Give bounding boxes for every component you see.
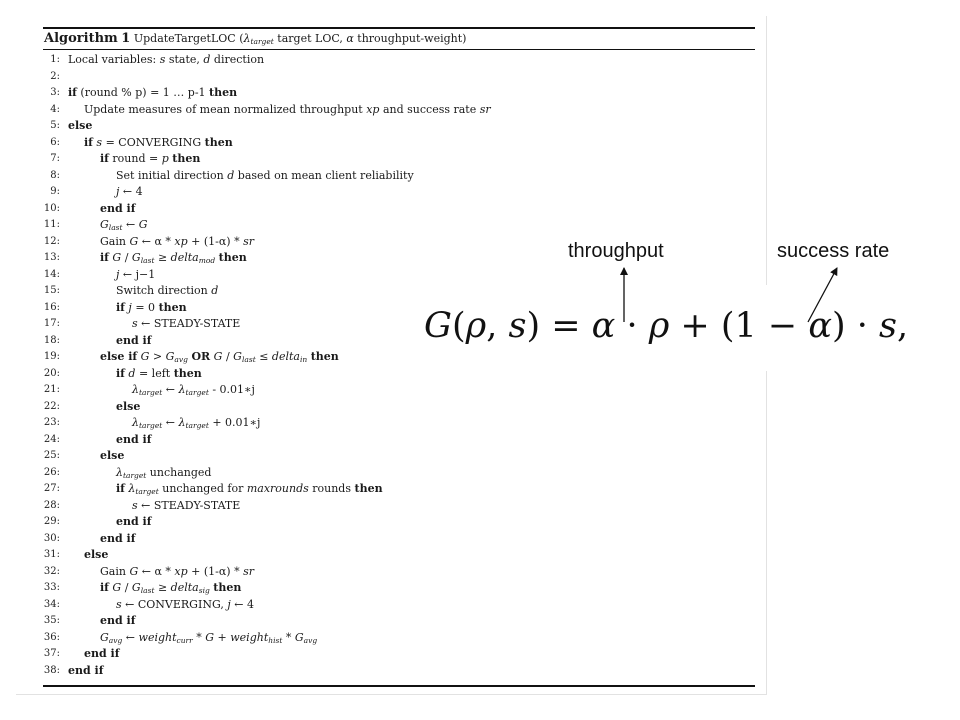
line-number: 15: [43,285,60,296]
line-number: 24: [43,433,60,445]
line-text: if j = 0 then [116,300,187,314]
algorithm-params: ($\lambda_{target}$ target LOC, α throughput-weight) [239,32,467,46]
line-text: end if [84,647,120,660]
line-text: end if [116,333,152,347]
line-text: Update measures of mean normalized throughput xp and success rate sr [84,102,491,116]
line-number: 1: [50,54,60,65]
line-text: Gain G ← α * xp + (1-α) * sr [100,564,254,578]
line-text: $\lambda_{target}$ unchanged [116,465,212,480]
throughput-annotation: throughput [568,240,664,262]
line-text: end if [100,531,136,545]
algorithm-number: 1 [121,31,131,46]
line-number: 13: [43,252,60,263]
line-number: 22: [43,400,60,412]
line-number: 14: [43,268,60,280]
line-text: end if [116,515,152,528]
line-text: if s = CONVERGING then [84,135,233,149]
line-number: 38: [43,664,60,676]
line-text: else [116,399,141,413]
success-rate-arrow [808,268,837,322]
line-number: 32: [43,565,60,577]
line-text: end if [100,201,136,215]
line-text: else [100,449,125,462]
line-number: 20: [43,367,60,379]
algorithm-label: Algorithm [44,31,118,46]
line-number: 16: [43,301,60,313]
line-number: 23: [43,417,60,428]
line-text: s ← STEADY-STATE [132,317,241,330]
line-text: $G_{avg}$ ← weight$_{curr}$ * G + weight$_{hist}$ * $G_{avg}$ [100,630,318,645]
line-number: 6: [50,136,60,148]
line-number: 25: [43,450,60,461]
line-number: 9: [50,186,60,197]
line-number: 34: [43,598,60,610]
line-text: if G / $G_{last}$ ≥ delta$_{mod}$ then [100,251,247,265]
line-text: else [84,548,109,561]
line-text: if G / $G_{last}$ ≥ delta$_{sig}$ then [100,581,242,595]
line-text: $\lambda_{target}$ ← $\lambda_{target}$ - 0.01∗j [132,383,255,397]
line-text: end if [116,432,152,446]
line-number: 30: [43,532,60,544]
line-number: 19: [43,351,60,362]
line-number: 35: [43,615,60,626]
line-text: Switch direction d [116,284,219,297]
line-text: j ← j−1 [116,267,156,281]
line-text: j ← 4 [116,185,143,198]
line-text: s ← CONVERGING, j ← 4 [116,597,254,611]
line-number: 17: [43,318,60,329]
line-text: $G_{last}$ ← G [100,218,148,232]
line-number: 10: [43,202,60,214]
line-number: 7: [50,153,60,164]
line-text: Local variables: s state, d direction [68,53,265,66]
line-number: 12: [43,235,60,247]
line-number: 21: [43,384,60,395]
line-text: $\lambda_{target}$ ← $\lambda_{target}$ + 0.01∗j [132,416,261,430]
line-text: s ← STEADY-STATE [132,498,241,512]
line-number: 4: [50,103,60,115]
algorithm-title: UpdateTargetLOC [133,32,236,45]
line-text: if (round % p) = 1 … p-1 then [68,86,238,99]
success-rate-annotation: success rate [777,240,890,262]
line-number: 8: [50,169,60,181]
line-number: 37: [43,648,60,659]
line-text: if $\lambda_{target}$ unchanged for maxrounds rounds then [116,482,383,496]
line-text: end if [100,614,136,627]
line-number: 28: [43,499,60,511]
line-number: 31: [43,549,60,560]
line-number: 11: [43,219,60,230]
line-number: 27: [43,483,60,494]
line-number: 2: [50,70,60,82]
line-number: 5: [50,120,60,131]
line-number: 36: [43,631,60,643]
line-number: 18: [43,334,60,346]
line-number: 33: [43,582,60,593]
line-text: if d = left then [116,366,202,380]
line-text: if round = p then [100,152,201,165]
line-number: 26: [43,466,60,478]
gain-formula: G(ρ, s) = α · ρ + (1 − α) · s, [424,306,909,346]
line-text: Set initial direction d based on mean client reliability [116,168,414,182]
line-number: 29: [43,516,60,527]
line-text: end if [68,663,104,677]
line-text: Gain G ← α * xp + (1-α) * sr [100,234,254,248]
line-text: else if $G > G_{avg}$ OR G / $G_{last}$ ≤ delta$_{in}$ then [100,350,339,364]
line-text: else [68,119,93,132]
line-number: 3: [50,87,60,98]
